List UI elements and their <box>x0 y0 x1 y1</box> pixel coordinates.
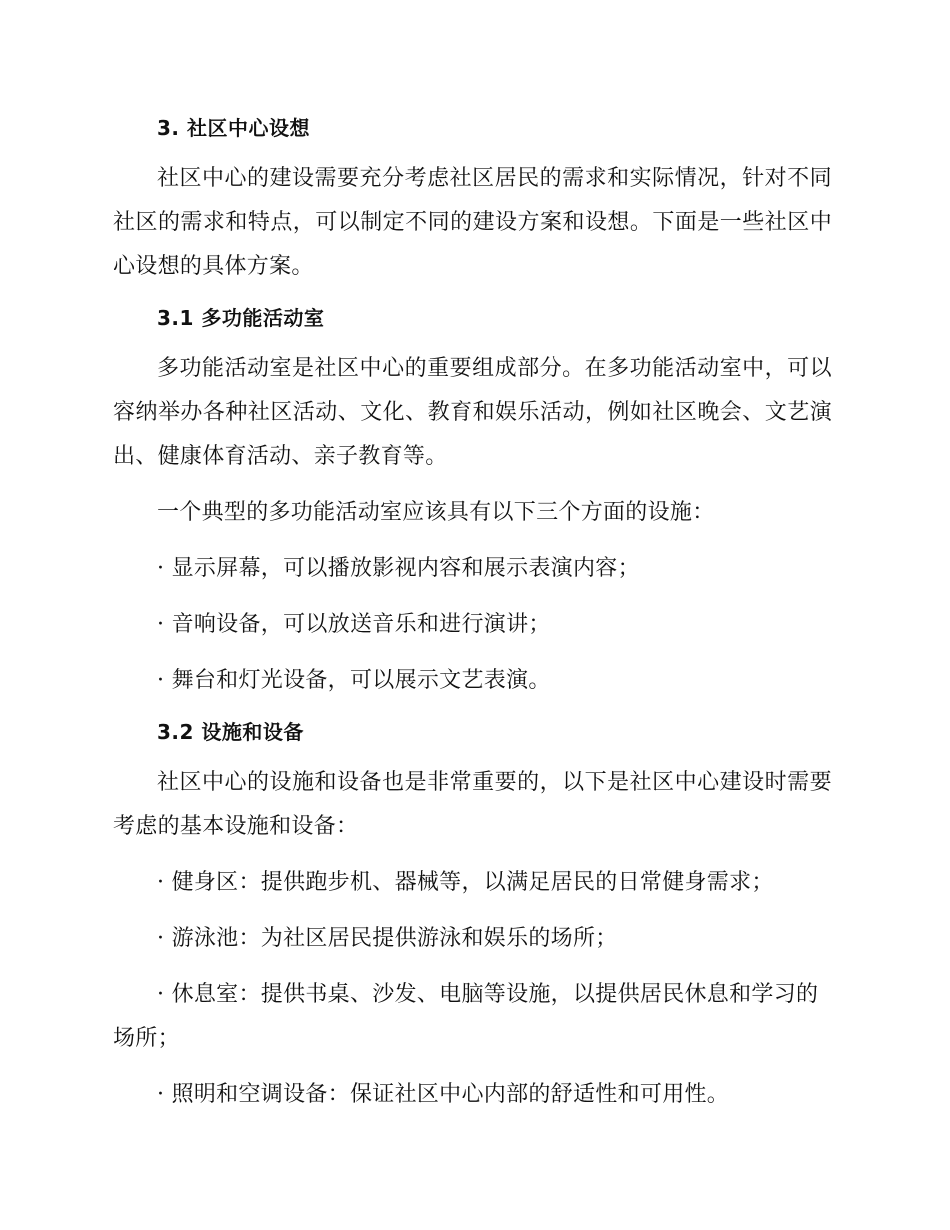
section-heading-3-1: 3.1 多功能活动室 <box>157 306 325 330</box>
section-heading-3-2: 3.2 设施和设备 <box>157 720 304 744</box>
bullet-item: · 照明和空调设备：保证社区中心内部的舒适性和可用性。 <box>157 1082 730 1107</box>
section-3-intro-paragraph: 社区中心的建设需要充分考虑社区居民的需求和实际情况，针对不同社区的需求和特点，可以制定不同的建设方案和设想。下面是一些社区中心设想的具体方案。 <box>113 166 832 279</box>
bullet-item: · 舞台和灯光设备，可以展示文艺表演。 <box>157 668 551 693</box>
section-heading-3: 3. 社区中心设想 <box>157 116 310 140</box>
bullet-item: · 健身区：提供跑步机、器械等，以满足居民的日常健身需求； <box>157 870 774 895</box>
section-3-1-paragraph: 多功能活动室是社区中心的重要组成部分。在多功能活动室中，可以容纳举办各种社区活动、文化、教育和娱乐活动，例如社区晚会、文艺演出、健康体育活动、亲子教育等。 <box>113 356 832 469</box>
bullet-item: · 休息室：提供书桌、沙发、电脑等设施，以提供居民休息和学习的场所； <box>113 982 819 1051</box>
bullet-item: · 音响设备，可以放送音乐和进行演讲； <box>157 612 551 637</box>
bullet-item: · 游泳池：为社区居民提供游泳和娱乐的场所； <box>157 926 618 951</box>
section-3-1-facilities-intro: 一个典型的多功能活动室应该具有以下三个方面的设施： <box>157 500 715 525</box>
section-3-2-intro-paragraph: 社区中心的设施和设备也是非常重要的，以下是社区中心建设时需要考虑的基本设施和设备： <box>113 770 832 839</box>
bullet-item: · 显示屏幕，可以播放影视内容和展示表演内容； <box>157 556 640 581</box>
